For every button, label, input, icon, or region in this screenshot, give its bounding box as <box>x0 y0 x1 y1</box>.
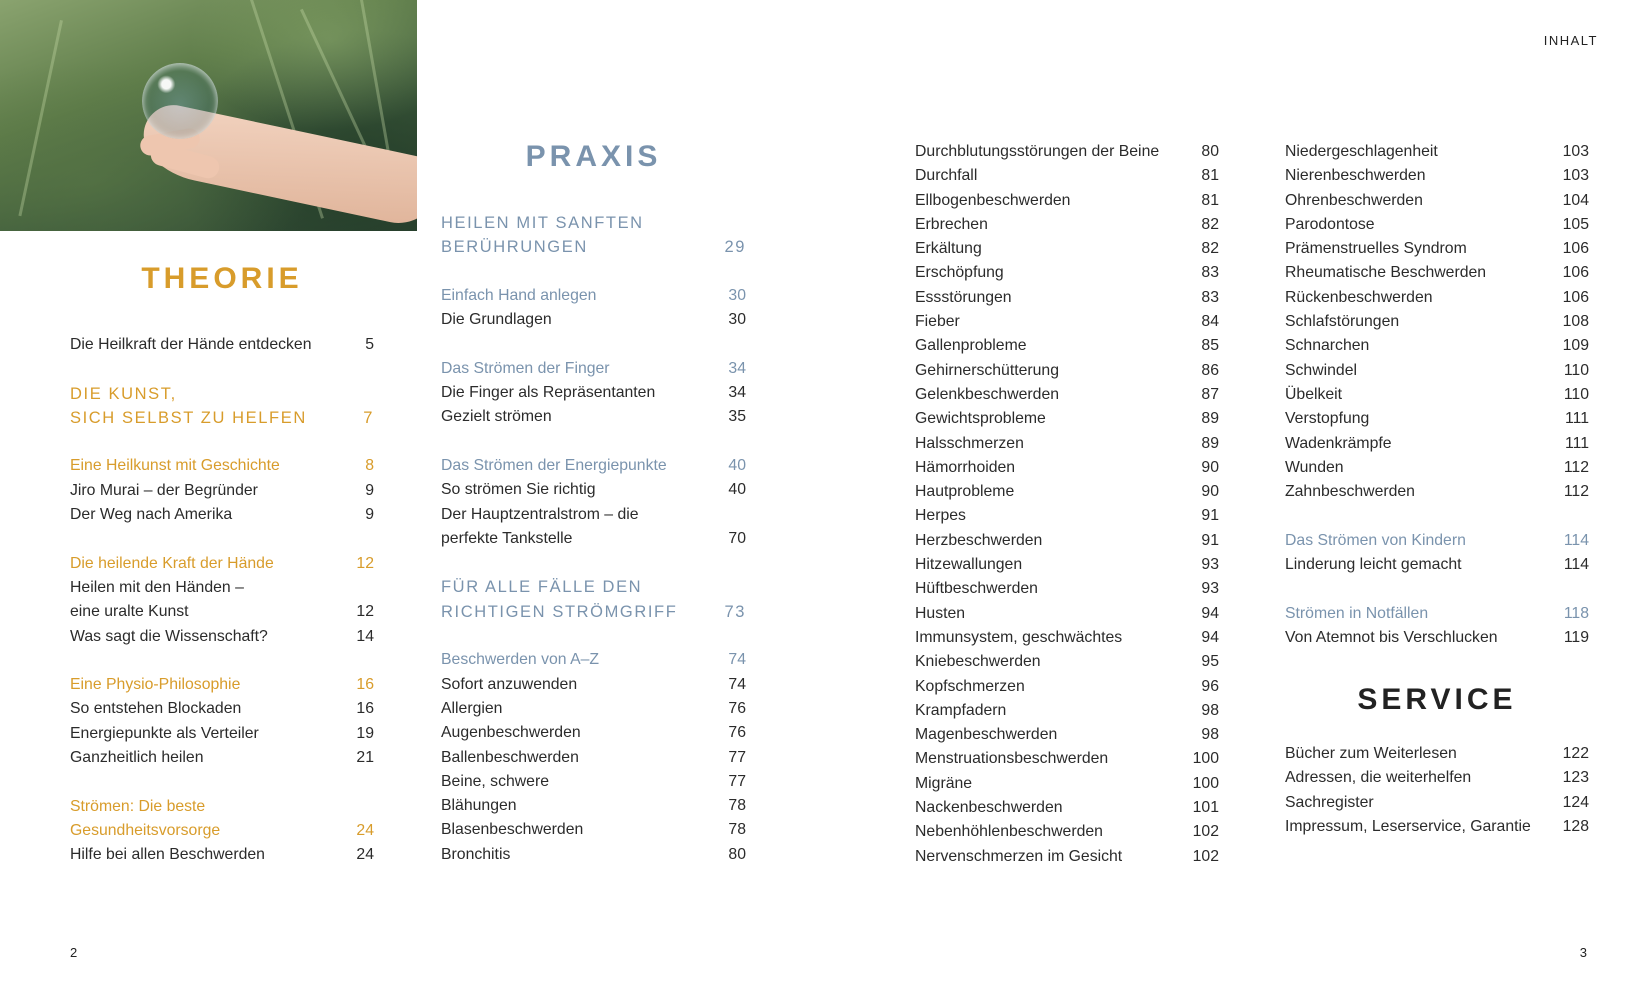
group-heading[interactable]: Beschwerden von A–Z 74 <box>441 651 746 669</box>
entry-page: 105 <box>1562 215 1589 233</box>
toc-entry[interactable] <box>441 381 746 405</box>
entry-page: 91 <box>1201 507 1219 525</box>
entry-title: Ganzheitlich heilen <box>70 749 204 767</box>
entry-page: 123 <box>1562 769 1589 787</box>
entry-title: Fieber <box>915 313 960 331</box>
entry-page: 119 <box>1563 628 1589 646</box>
toc-entry[interactable] <box>915 383 1219 407</box>
entry-title: Linderung leicht gemacht <box>1285 556 1462 574</box>
page-number-left: 2 <box>70 945 78 960</box>
toc-entry[interactable] <box>441 308 746 332</box>
entry-page: 111 <box>1564 434 1589 452</box>
entry-page: 81 <box>1201 191 1219 209</box>
service-toc <box>1285 742 1589 839</box>
entry-title: Strömen in Notfällen <box>1285 604 1429 622</box>
entry-title: Das Strömen von Kindern <box>1285 531 1466 549</box>
entry-page: 106 <box>1562 264 1589 282</box>
running-header: INHALT <box>1543 33 1598 48</box>
entry-title: Nackenbeschwerden <box>915 799 1063 817</box>
entry-page: 93 <box>1201 580 1219 598</box>
entry-title: Schwindel <box>1285 361 1358 379</box>
entry-title: Nebenhöhlenbeschwerden <box>915 823 1103 841</box>
entry-page: 21 <box>356 749 374 767</box>
entry-title: Kopfschmerzen <box>915 677 1025 695</box>
entry-title: So entstehen Blockaden <box>70 700 242 718</box>
entry-page: 83 <box>1201 288 1219 306</box>
entry-page: 106 <box>1562 288 1589 306</box>
entry-title: Herzbeschwerden <box>915 531 1043 549</box>
toc-entry[interactable] <box>915 602 1219 626</box>
entry-title: Nervenschmerzen im Gesicht <box>915 847 1123 865</box>
entry-page: 93 <box>1201 556 1219 574</box>
ailments-list-2 <box>1285 140 1589 650</box>
toc-entry[interactable] <box>915 359 1219 383</box>
entry-page: 90 <box>1201 483 1219 501</box>
toc-entry[interactable] <box>1285 164 1589 188</box>
entry-page: 9 <box>365 506 374 524</box>
group-heading[interactable] <box>70 454 374 478</box>
entry-page: 80 <box>728 845 746 863</box>
toc-entry[interactable] <box>915 772 1219 796</box>
toc-entry[interactable] <box>70 600 374 624</box>
toc-entry[interactable] <box>915 140 1219 164</box>
entry-title: Rückenbeschwerden <box>1285 288 1433 306</box>
entry-title: Menstruationsbeschwerden <box>915 750 1109 768</box>
entry-page: 40 <box>728 456 746 474</box>
toc-entry[interactable] <box>915 334 1219 358</box>
entry-page: 112 <box>1563 483 1589 501</box>
entry-title: Hüftbeschwerden <box>915 580 1038 598</box>
toc-entry[interactable] <box>1285 626 1589 650</box>
entry-title: Durchfall <box>915 167 978 185</box>
toc-entry[interactable] <box>1285 261 1589 285</box>
entry-title: Energiepunkte als Verteiler <box>70 724 259 742</box>
entry-page: 103 <box>1562 167 1589 185</box>
toc-entry[interactable] <box>70 503 374 527</box>
entry-page: 114 <box>1563 531 1589 549</box>
toc-entry[interactable] <box>1285 189 1589 213</box>
entry-page: 34 <box>728 359 746 377</box>
entry-page: 102 <box>1192 823 1219 841</box>
entry-title: Prämenstruelles Syndrom <box>1285 240 1467 258</box>
entry-title: Wunden <box>1285 458 1344 476</box>
toc-entry[interactable] <box>1285 766 1589 790</box>
entry-title: Adressen, die weiterhelfen <box>1285 769 1472 787</box>
entry-page: 82 <box>1201 240 1219 258</box>
entry-title: Jiro Murai – der Begründer <box>70 481 258 499</box>
entry-title: Husten <box>915 604 966 622</box>
entry-title: Ballenbeschwerden <box>441 748 579 766</box>
entry-page: 96 <box>1201 677 1219 695</box>
toc-entry[interactable] <box>1285 310 1589 334</box>
toc-entry[interactable] <box>915 626 1219 650</box>
soap-bubble <box>142 63 218 139</box>
toc-entry[interactable] <box>915 286 1219 310</box>
group-heading[interactable] <box>70 673 374 697</box>
entry-page: 80 <box>1201 143 1219 160</box>
entry-page: 100 <box>1192 774 1219 792</box>
group-heading[interactable] <box>441 357 746 381</box>
entry-title: Gewichtsprobleme <box>915 410 1046 428</box>
toc-entry[interactable] <box>441 405 746 429</box>
entry-page: 110 <box>1563 361 1589 379</box>
toc-entry[interactable] <box>915 723 1219 747</box>
toc-entry[interactable] <box>915 529 1219 553</box>
entry-page: 94 <box>1201 628 1219 646</box>
entry-page: 77 <box>728 772 746 790</box>
entry-title: Das Strömen der Finger <box>441 359 610 377</box>
toc-entry[interactable] <box>441 478 746 502</box>
entry-title: Erschöpfung <box>915 264 1004 282</box>
toc-entry[interactable] <box>441 503 746 527</box>
entry-title: Übelkeit <box>1285 385 1343 403</box>
entry-page: 100 <box>1192 750 1219 768</box>
entry-page: 89 <box>1201 434 1219 452</box>
toc-entry[interactable] <box>1285 359 1589 383</box>
entry-title: perfekte Tankstelle <box>441 529 573 547</box>
toc-entry[interactable] <box>441 818 746 842</box>
entry-title: Heilen mit den Händen – <box>70 578 244 596</box>
toc-entry[interactable] <box>441 794 746 818</box>
entry-page: 95 <box>1201 653 1219 671</box>
toc-entry[interactable] <box>441 721 746 745</box>
entry-page: 83 <box>1201 264 1219 282</box>
toc-entry[interactable] <box>915 310 1219 334</box>
toc-entry[interactable] <box>1285 456 1589 480</box>
entry-title: Der Hauptzentralstrom – die <box>441 505 639 523</box>
toc-entry[interactable] <box>70 479 374 503</box>
toc-entry[interactable] <box>70 625 374 649</box>
entry-title: Erkältung <box>915 240 982 258</box>
praxis-toc <box>441 211 746 867</box>
entry-title: Die Grundlagen <box>441 311 552 329</box>
toc-entry[interactable] <box>915 577 1219 601</box>
entry-page: 12 <box>356 554 374 572</box>
toc-entry[interactable] <box>915 261 1219 285</box>
entry-title: So strömen Sie richtig <box>441 481 596 499</box>
entry-title: Parodontose <box>1285 215 1375 233</box>
entry-title: Schlafstörungen <box>1285 313 1400 331</box>
entry-page: 40 <box>728 481 746 499</box>
entry-page: 8 <box>365 457 374 475</box>
toc-entry[interactable] <box>915 699 1219 723</box>
entry-page: 81 <box>1201 167 1219 185</box>
toc-entry[interactable] <box>915 553 1219 577</box>
toc-entry[interactable] <box>915 796 1219 820</box>
entry-title: Eine Physio-Philosophie <box>70 676 241 694</box>
toc-entry[interactable] <box>915 237 1219 261</box>
toc-entry[interactable] <box>915 675 1219 699</box>
toc-entry[interactable] <box>1285 334 1589 358</box>
entry-title: Das Strömen der Energiepunkte <box>441 456 667 474</box>
entry-title: Immunsystem, geschwächtes <box>915 628 1123 646</box>
entry-title: Essstörungen <box>915 288 1012 306</box>
toc-entry[interactable] <box>70 576 374 600</box>
toc-entry[interactable] <box>70 697 374 721</box>
service-title: SERVICE <box>1357 683 1517 716</box>
entry-page: 16 <box>356 676 374 694</box>
entry-title: eine uralte Kunst <box>70 603 189 621</box>
entry-page: 106 <box>1562 240 1589 258</box>
entry-title: Wadenkrämpfe <box>1285 434 1392 452</box>
entry-page: 85 <box>1201 337 1219 355</box>
entry-page: 19 <box>356 724 374 742</box>
toc-entry[interactable] <box>70 722 374 746</box>
toc-entry[interactable] <box>1285 432 1589 456</box>
entry-title: Verstopfung <box>1285 410 1370 428</box>
entry-title: Augenbeschwerden <box>441 724 581 742</box>
entry-title: Von Atemnot bis Verschlucken <box>1285 628 1498 646</box>
entry-title: Was sagt die Wissenschaft? <box>70 627 268 645</box>
entry-title: Beine, schwere <box>441 772 550 790</box>
entry-title: Erbrechen <box>915 215 988 233</box>
entry-page: 77 <box>728 748 746 766</box>
entry-page: 112 <box>1563 458 1589 476</box>
entry-title: Nierenbeschwerden <box>1285 167 1426 185</box>
ailments-list-1 <box>915 140 1219 869</box>
entry-page: 12 <box>356 603 374 621</box>
toc-entry[interactable] <box>1285 237 1589 261</box>
toc-entry[interactable] <box>1285 383 1589 407</box>
entry-title: Zahnbeschwerden <box>1285 483 1415 501</box>
group-heading[interactable] <box>1285 602 1589 626</box>
entry-page: 34 <box>728 384 746 402</box>
entry-page: 102 <box>1192 847 1219 865</box>
entry-title: Magenbeschwerden <box>915 726 1058 744</box>
entry-title: Die Finger als Repräsentanten <box>441 384 656 402</box>
entry-title: Sofort anzuwenden <box>441 675 578 693</box>
toc-entry[interactable] <box>70 746 374 770</box>
entry-page: 78 <box>728 797 746 815</box>
toc-entry[interactable] <box>1285 480 1589 504</box>
entry-title: Gelenkbeschwerden <box>915 385 1060 403</box>
entry-title: Rheumatische Beschwerden <box>1285 264 1487 282</box>
page-number-right: 3 <box>1579 945 1587 960</box>
entry-page: 124 <box>1562 793 1589 811</box>
entry-title: Gezielt strömen <box>441 408 552 426</box>
entry-page: 86 <box>1201 361 1219 379</box>
group-heading[interactable] <box>70 552 374 576</box>
toc-entry[interactable] <box>915 650 1219 674</box>
entry-title: Durchblutungsstörungen der Beine <box>915 143 1160 160</box>
soap-bubble-on-hand-photo <box>0 0 417 231</box>
entry-page: 104 <box>1562 191 1589 209</box>
entry-title: Halsschmerzen <box>915 434 1024 452</box>
toc-entry[interactable] <box>441 770 746 794</box>
entry-page: 90 <box>1201 458 1219 476</box>
entry-page: 114 <box>1563 556 1589 574</box>
entry-title: Krampfadern <box>915 701 1007 719</box>
entry-page: 103 <box>1562 143 1589 160</box>
toc-entry[interactable] <box>441 697 746 721</box>
entry-title: Hämorrhoiden <box>915 458 1016 476</box>
toc-entry[interactable] <box>1285 553 1589 577</box>
entry-page: 14 <box>356 627 374 645</box>
entry-page: 94 <box>1201 604 1219 622</box>
entry-page: 98 <box>1201 726 1219 744</box>
group-heading[interactable] <box>441 284 746 308</box>
toc-entry[interactable] <box>1285 815 1589 839</box>
toc-entry[interactable] <box>915 480 1219 504</box>
entry-page: 9 <box>365 481 374 499</box>
entry-title: Blasenbeschwerden <box>441 821 584 839</box>
toc-entry[interactable]: Die Heilkraft der Hände entdecken 5 <box>70 336 374 353</box>
entry-title: Hautprobleme <box>915 483 1015 501</box>
entry-page: 91 <box>1201 531 1219 549</box>
entry-page: 84 <box>1201 313 1219 331</box>
toc-entry[interactable] <box>1285 286 1589 310</box>
toc-entry[interactable] <box>441 527 746 551</box>
entry-title: Der Weg nach Amerika <box>70 506 233 524</box>
entry-page: 30 <box>728 311 746 329</box>
entry-page: 111 <box>1564 410 1589 428</box>
toc-entry[interactable] <box>915 845 1219 869</box>
entry-title: Sachregister <box>1285 793 1374 811</box>
entry-page: 89 <box>1201 410 1219 428</box>
toc-entry[interactable] <box>441 843 746 867</box>
group-heading[interactable] <box>441 454 746 478</box>
toc-entry[interactable] <box>1285 213 1589 237</box>
entry-page: 76 <box>728 724 746 742</box>
entry-page: 101 <box>1192 799 1219 817</box>
entry-title: Impressum, Leserservice, Garantie <box>1285 817 1531 835</box>
toc-entry[interactable] <box>915 213 1219 237</box>
entry-title: Ellbogenbeschwerden <box>915 191 1071 209</box>
entry-title: Herpes <box>915 507 966 525</box>
entry-title: Allergien <box>441 699 503 717</box>
entry-page: 108 <box>1562 313 1589 331</box>
toc-entry[interactable] <box>915 164 1219 188</box>
toc-entry[interactable] <box>915 432 1219 456</box>
group-heading[interactable] <box>1285 529 1589 553</box>
section-heading[interactable]: FÜR ALLE FÄLLE DEN RICHTIGEN STRÖMGRIFF 73 <box>441 578 746 621</box>
toc-entry[interactable] <box>441 746 746 770</box>
toc-entry[interactable] <box>915 189 1219 213</box>
toc-entry[interactable] <box>915 820 1219 844</box>
toc-entry[interactable] <box>1285 742 1589 766</box>
theorie-toc <box>70 333 374 868</box>
entry-page: 87 <box>1201 385 1219 403</box>
toc-entry[interactable] <box>1285 140 1589 164</box>
section-heading[interactable]: DIE KUNST, SICH SELBST ZU HELFEN 7 <box>70 384 374 427</box>
entry-title: Blähungen <box>441 797 517 815</box>
toc-entry[interactable] <box>915 747 1219 771</box>
toc-entry[interactable] <box>915 504 1219 528</box>
entry-page: 30 <box>728 286 746 304</box>
entry-title: Hitzewallungen <box>915 556 1023 574</box>
entry-page: 78 <box>728 821 746 839</box>
entry-title: Migräne <box>915 774 973 792</box>
toc-entry[interactable] <box>1285 407 1589 431</box>
entry-page: 118 <box>1563 604 1589 622</box>
entry-title: Ohrenbeschwerden <box>1285 191 1423 209</box>
entry-page: 109 <box>1562 337 1589 355</box>
entry-title: Einfach Hand anlegen <box>441 286 597 304</box>
entry-page: 98 <box>1201 701 1219 719</box>
entry-page: 70 <box>728 529 746 547</box>
entry-page: 74 <box>728 675 746 693</box>
entry-page: 35 <box>728 408 746 426</box>
toc-entry[interactable] <box>915 407 1219 431</box>
entry-page: 82 <box>1201 215 1219 233</box>
entry-title: Niedergeschlagenheit <box>1285 143 1438 160</box>
entry-page: 110 <box>1563 385 1589 403</box>
entry-page: 122 <box>1562 745 1589 762</box>
section-heading[interactable]: HEILEN MIT SANFTEN BERÜHRUNGEN 29 <box>441 214 746 257</box>
entry-title: Bronchitis <box>441 845 511 863</box>
entry-page: 128 <box>1562 817 1589 835</box>
entry-title: Gehirnerschütterung <box>915 361 1060 379</box>
group-heading[interactable]: Strömen: Die beste Gesundheitsvorsorge 24 <box>70 797 374 839</box>
toc-entry[interactable] <box>441 673 746 697</box>
entry-page: 76 <box>728 699 746 717</box>
toc-entry[interactable] <box>1285 791 1589 815</box>
entry-title: Kniebeschwerden <box>915 653 1041 671</box>
entry-title: Gallenprobleme <box>915 337 1027 355</box>
praxis-title: PRAXIS <box>525 140 662 173</box>
entry-title: Bücher zum Weiterlesen <box>1285 745 1457 762</box>
entry-title: Eine Heilkunst mit Geschichte <box>70 457 280 475</box>
toc-entry[interactable]: Hilfe bei allen Beschwerden 24 <box>70 846 374 864</box>
toc-entry[interactable] <box>915 456 1219 480</box>
theorie-title: THEORIE <box>141 262 303 295</box>
entry-title: Schnarchen <box>1285 337 1370 355</box>
entry-page: 16 <box>356 700 374 718</box>
entry-title: Die heilende Kraft der Hände <box>70 554 274 572</box>
